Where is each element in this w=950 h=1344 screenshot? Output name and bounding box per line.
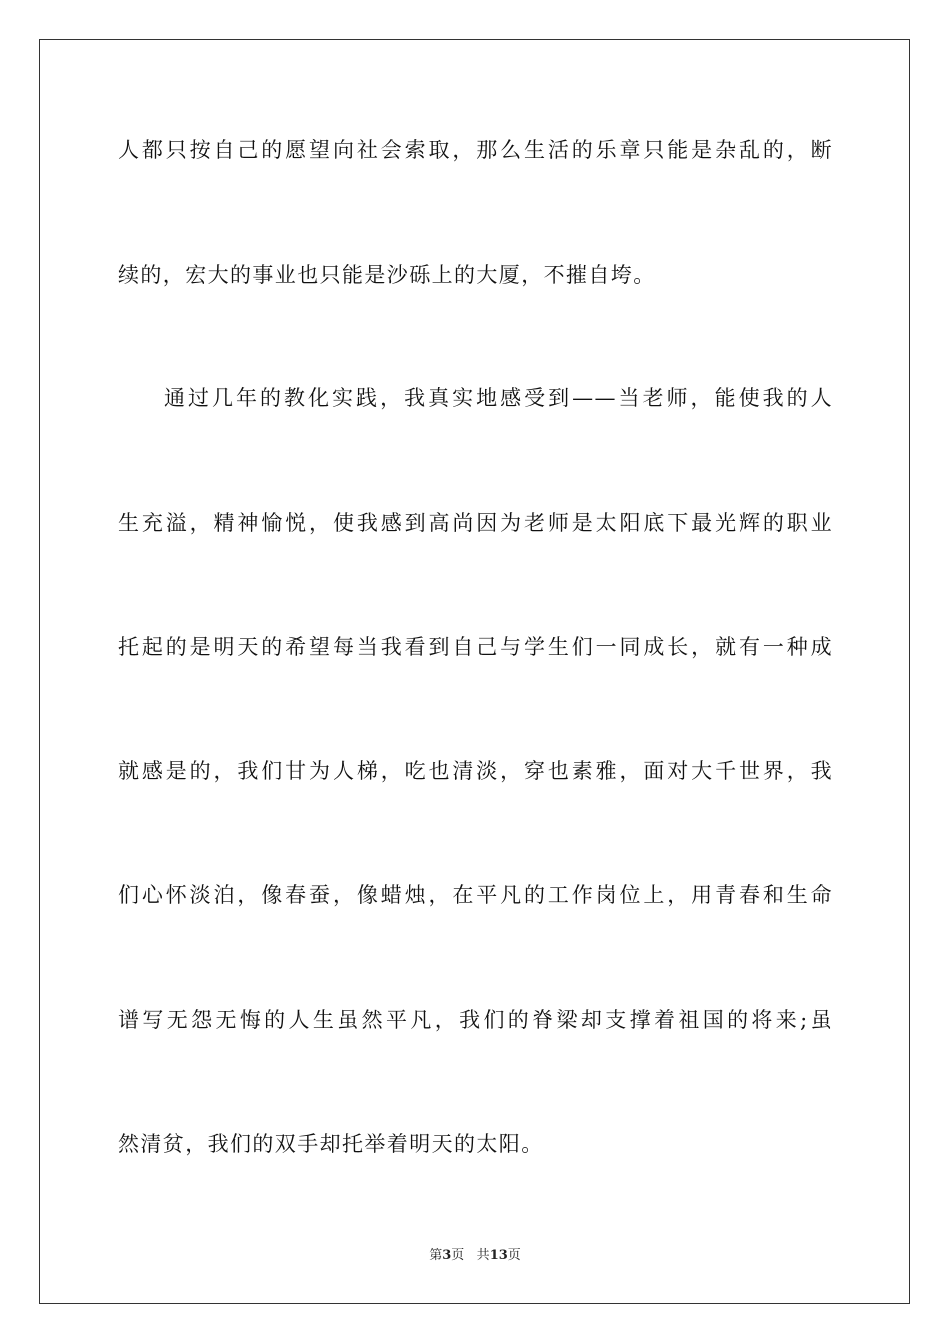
paragraph-line-3: 通过几年的教化实践，我真实地感受到——当老师，能使我的人 bbox=[164, 386, 833, 410]
paragraph-line-1: 人都只按自己的愿望向社会索取，那么生活的乐章只能是杂乱的，断 bbox=[118, 138, 833, 162]
footer-page-number: 3 bbox=[442, 1248, 452, 1263]
paragraph-line-9: 然清贫，我们的双手却托举着明天的太阳。 bbox=[118, 1132, 544, 1156]
paragraph-line-4: 生充溢，精神愉悦，使我感到高尚因为老师是太阳底下最光辉的职业 bbox=[118, 511, 833, 535]
footer-total-prefix: 共 bbox=[476, 1248, 490, 1263]
paragraph-line-7: 们心怀淡泊，像春蚕，像蜡烛，在平凡的工作岗位上，用青春和生命 bbox=[118, 883, 833, 907]
footer-total-pages: 13 bbox=[489, 1248, 508, 1263]
paragraph-line-8: 谱写无怨无悔的人生虽然平凡，我们的脊梁却支撑着祖国的将来;虽 bbox=[118, 1008, 833, 1032]
paragraph-line-6: 就感是的，我们甘为人梯，吃也清淡，穿也素雅，面对大千世界，我 bbox=[118, 759, 833, 783]
page-footer bbox=[0, 1247, 950, 1265]
footer-page-suffix: 页 bbox=[451, 1248, 465, 1263]
footer-total-suffix: 页 bbox=[507, 1248, 521, 1263]
page-frame bbox=[39, 39, 910, 1304]
paragraph-line-5: 托起的是明天的希望每当我看到自己与学生们一同成长，就有一种成 bbox=[118, 635, 833, 659]
paragraph-line-2: 续的，宏大的事业也只能是沙砾上的大厦，不摧自垮。 bbox=[118, 263, 656, 287]
footer-page-prefix: 第 bbox=[429, 1248, 443, 1263]
